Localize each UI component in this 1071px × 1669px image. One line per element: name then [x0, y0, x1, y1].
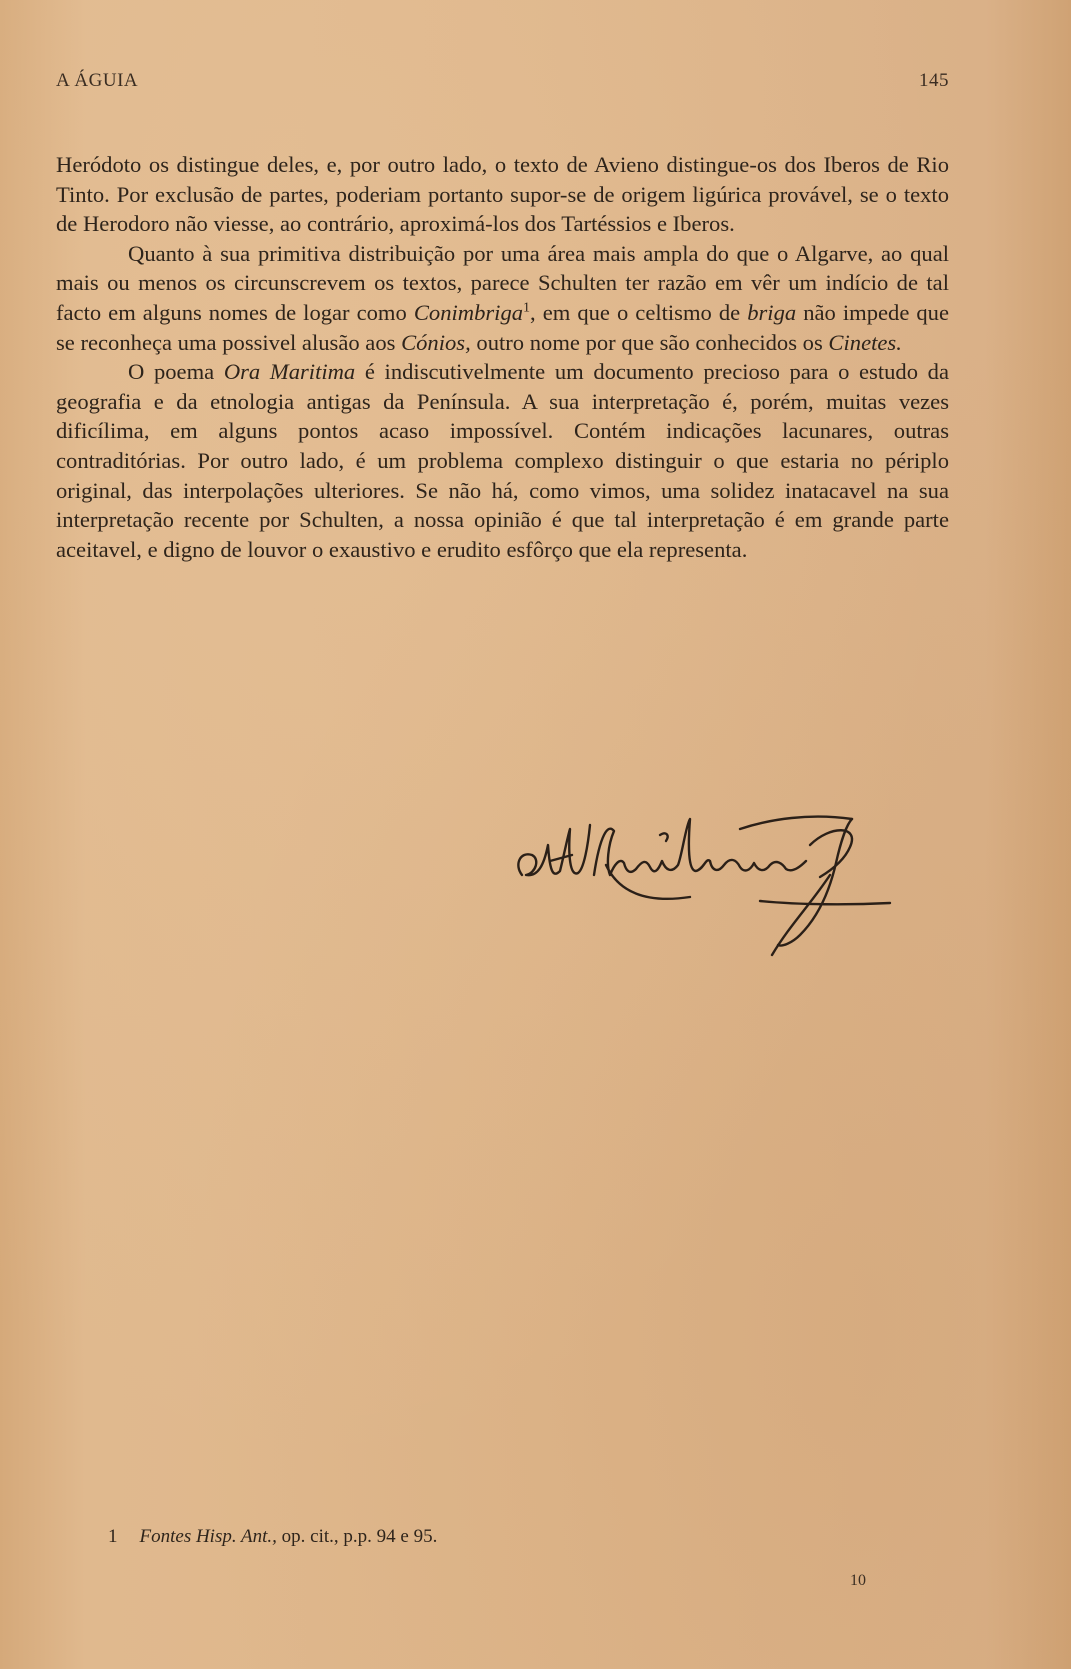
italic-conimbriga: Conimbriga: [413, 299, 524, 325]
paragraph-2: [56, 239, 949, 357]
paragraph-3-text-a: O poema: [128, 359, 224, 385]
italic-briga: briga: [747, 299, 797, 325]
article-body: [56, 150, 949, 564]
paragraph-3-text-b: é indiscutivelmente um documento precioso para o estudo da geografia e da etnologia antigas da Península. A sua interpretação é, porém, muitas vezes dificílima, em alguns pontos acaso impossível. Contém indicações lacunares, outras contraditórias. Por outro lado, é um problema complexo distinguir o que estaria no périplo original, das interpolações ulteriores. Se não há, como vimos, uma solidez inatacavel na sua interpretação recente por Schulten, a nossa opinião é que tal interpretação é em grande parte aceitavel, e digno de louvor o exaustivo e erudito esfôrço que ela representa.: [56, 359, 949, 562]
italic-conios: Cónios,: [401, 329, 471, 355]
handwritten-signature: [510, 805, 910, 965]
footnote-ref: 1: [523, 300, 531, 316]
paragraph-2-text-d: outro nome por que são conhecidos os: [470, 329, 829, 355]
paragraph-1: [56, 150, 949, 239]
footnote-rest: op. cit., p.p. 94 e 95.: [276, 1526, 438, 1547]
paragraph-3: [56, 357, 949, 564]
page-number: 145: [919, 70, 949, 91]
paragraph-2-text-c: não impede que se reconheça uma possivel alusão aos: [56, 299, 949, 355]
paragraph-2-text-b: , em que o celtismo de: [530, 299, 748, 325]
italic-cinetes: Cinetes.: [828, 329, 902, 355]
paragraph-1-text: Heródoto os distingue deles, e, por outro lado, o texto de Avieno distingue-os dos Iberos de Rio Tinto. Por exclusão de partes, poderiam portanto supor-se de origem ligúrica provável, se o texto de Herodoro não viesse, ao contrário, aproximá-los dos Tartéssios e Iberos.: [56, 152, 949, 237]
paragraph-2-text-a: Quanto à sua primitiva distribuição por uma área mais ampla do que o Algarve, ao qual mais ou menos os circunscrevem os textos, parece Schulten ter razão em vêr um indício de tal facto em alguns nomes de logar como: [56, 240, 949, 325]
journal-title: A ÁGUIA: [56, 70, 139, 91]
italic-ora-maritima: Ora Maritima: [223, 359, 356, 385]
footnote: [108, 1526, 437, 1548]
printer-signature-mark: 10: [850, 1572, 866, 1589]
footnote-marker: 1: [108, 1526, 118, 1547]
footnote-source: Fontes Hisp. Ant.,: [139, 1526, 277, 1547]
